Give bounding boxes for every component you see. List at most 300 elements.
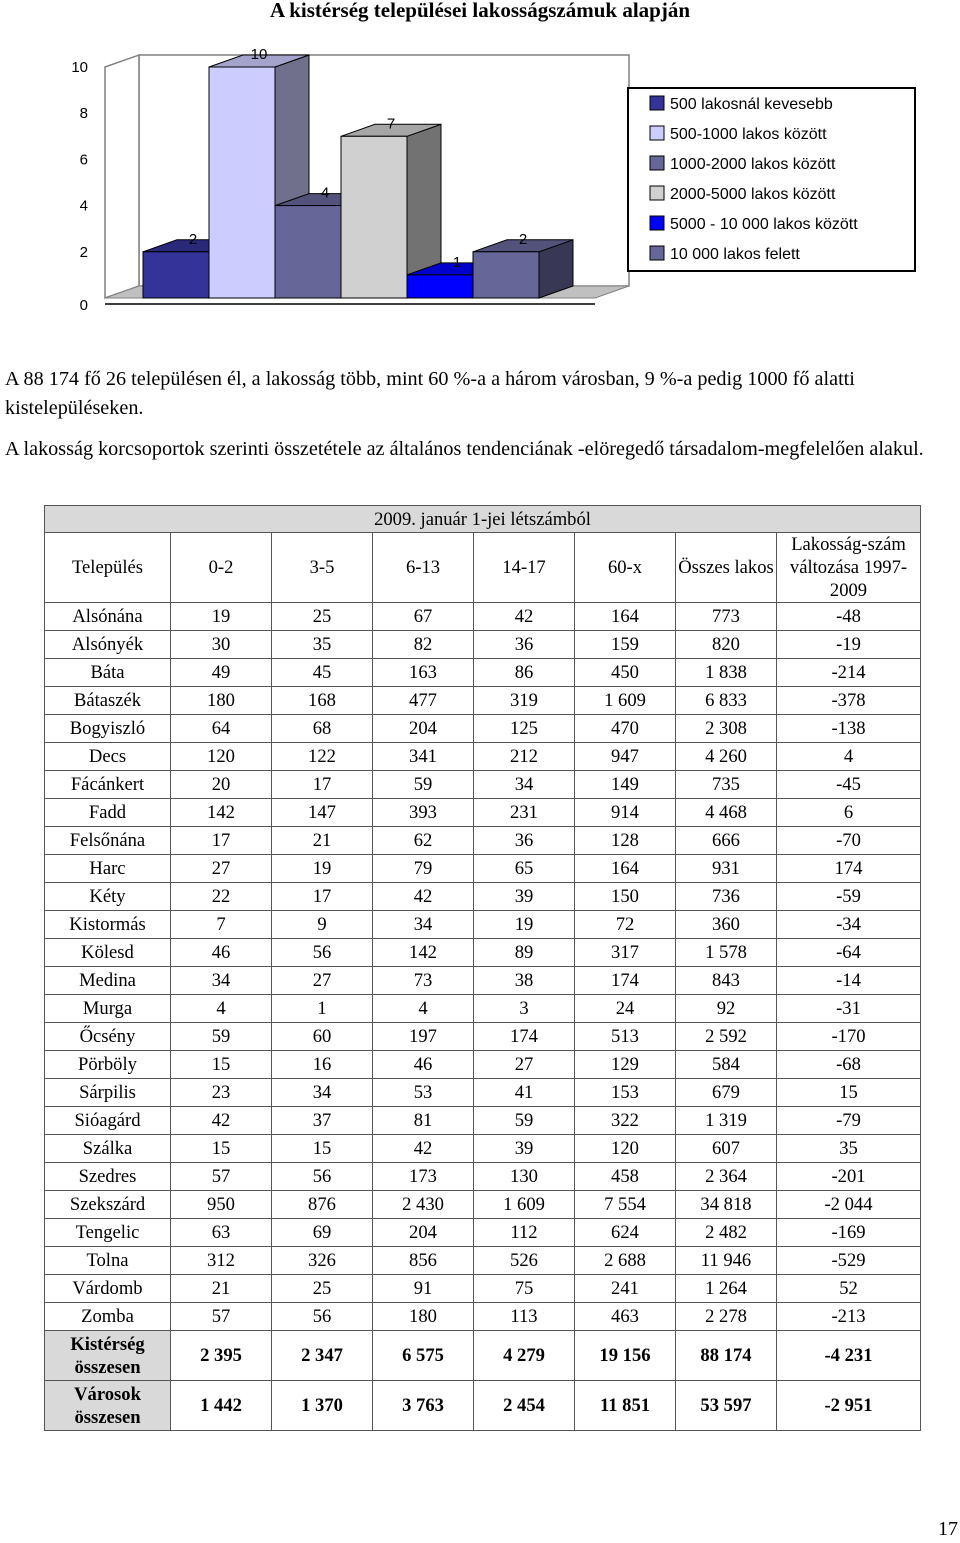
value-cell: 21	[272, 827, 373, 855]
value-cell: 37	[272, 1107, 373, 1135]
value-cell: 1 609	[474, 1191, 575, 1219]
value-cell: 164	[575, 603, 676, 631]
legend-swatch	[650, 126, 664, 140]
value-cell: 312	[171, 1247, 272, 1275]
value-cell: 2 454	[474, 1381, 575, 1431]
value-cell: 174	[474, 1023, 575, 1051]
value-cell: -170	[777, 1023, 921, 1051]
value-cell: 1 609	[575, 687, 676, 715]
settlement-cell: Alsónána	[45, 603, 171, 631]
value-cell: 4	[373, 995, 474, 1023]
value-cell: 59	[171, 1023, 272, 1051]
table-row	[45, 1275, 921, 1303]
value-cell: 1 370	[272, 1381, 373, 1431]
settlement-cell: Városok összesen	[45, 1381, 171, 1431]
value-cell: -19	[777, 631, 921, 659]
value-cell: 2 430	[373, 1191, 474, 1219]
header-age-0-2: 0-2	[171, 533, 272, 603]
value-cell: 231	[474, 799, 575, 827]
settlement-cell: Decs	[45, 743, 171, 771]
header-age-6-13: 6-13	[373, 533, 474, 603]
y-tick-label: 4	[79, 197, 88, 215]
value-cell: 147	[272, 799, 373, 827]
value-cell: 197	[373, 1023, 474, 1051]
settlement-cell: Tengelic	[45, 1219, 171, 1247]
value-cell: 319	[474, 687, 575, 715]
value-cell: 92	[676, 995, 777, 1023]
bar-data-label: 1	[452, 253, 462, 271]
settlement-cell: Medina	[45, 967, 171, 995]
value-cell: 393	[373, 799, 474, 827]
value-cell: 52	[777, 1275, 921, 1303]
value-cell: 42	[171, 1107, 272, 1135]
table-row	[45, 995, 921, 1023]
value-cell: 666	[676, 827, 777, 855]
settlement-cell: Pörböly	[45, 1051, 171, 1079]
value-cell: 11 946	[676, 1247, 777, 1275]
table-row	[45, 1247, 921, 1275]
bar-front	[143, 252, 209, 298]
legend-label: 2000-5000 lakos között	[670, 186, 836, 203]
value-cell: 27	[474, 1051, 575, 1079]
value-cell: 42	[474, 603, 575, 631]
chart-legend	[628, 88, 915, 271]
legend-box	[628, 88, 915, 271]
value-cell: 9	[272, 911, 373, 939]
table-row	[45, 631, 921, 659]
table-row	[45, 939, 921, 967]
value-cell: 584	[676, 1051, 777, 1079]
value-cell: 19	[272, 855, 373, 883]
table-row	[45, 659, 921, 687]
settlement-cell: Bátaszék	[45, 687, 171, 715]
value-cell: 53	[373, 1079, 474, 1107]
settlement-cell: Bogyiszló	[45, 715, 171, 743]
value-cell: 477	[373, 687, 474, 715]
value-cell: 34 818	[676, 1191, 777, 1219]
value-cell: 17	[272, 883, 373, 911]
header-total: Összes lakos	[676, 533, 777, 603]
value-cell: 159	[575, 631, 676, 659]
value-cell: 88 174	[676, 1331, 777, 1381]
value-cell: 41	[474, 1079, 575, 1107]
value-cell: 2 482	[676, 1219, 777, 1247]
value-cell: 174	[777, 855, 921, 883]
value-cell: 174	[575, 967, 676, 995]
value-cell: 679	[676, 1079, 777, 1107]
value-cell: 204	[373, 1219, 474, 1247]
paragraph-age-groups: A lakosság korcsoportok szerinti összetétele az általános tendenciának -elöregedő társadalom-megfelelően alakul.	[5, 438, 924, 460]
value-cell: 947	[575, 743, 676, 771]
y-tick-label: 6	[79, 151, 88, 169]
value-cell: 153	[575, 1079, 676, 1107]
settlement-cell: Sióagárd	[45, 1107, 171, 1135]
value-cell: 130	[474, 1163, 575, 1191]
value-cell: 35	[777, 1135, 921, 1163]
value-cell: 82	[373, 631, 474, 659]
settlement-cell: Fácánkert	[45, 771, 171, 799]
settlement-cell: Tolna	[45, 1247, 171, 1275]
value-cell: 59	[373, 771, 474, 799]
legend-swatch	[650, 156, 664, 170]
value-cell: 125	[474, 715, 575, 743]
value-cell: 56	[272, 939, 373, 967]
bar-front	[209, 67, 275, 298]
value-cell: 53 597	[676, 1381, 777, 1431]
value-cell: 7	[171, 911, 272, 939]
value-cell: -70	[777, 827, 921, 855]
value-cell: 39	[474, 883, 575, 911]
value-cell: 89	[474, 939, 575, 967]
table-header-row	[45, 533, 921, 603]
value-cell: 843	[676, 967, 777, 995]
value-cell: 91	[373, 1275, 474, 1303]
value-cell: 59	[474, 1107, 575, 1135]
value-cell: 4	[171, 995, 272, 1023]
settlement-cell: Harc	[45, 855, 171, 883]
settlement-cell: Kéty	[45, 883, 171, 911]
table-caption-row	[45, 506, 921, 533]
value-cell: 39	[474, 1135, 575, 1163]
value-cell: 120	[575, 1135, 676, 1163]
value-cell: 112	[474, 1219, 575, 1247]
legend-swatch	[650, 216, 664, 230]
value-cell: 1 838	[676, 659, 777, 687]
value-cell: -64	[777, 939, 921, 967]
value-cell: -138	[777, 715, 921, 743]
value-cell: -79	[777, 1107, 921, 1135]
value-cell: 73	[373, 967, 474, 995]
value-cell: 607	[676, 1135, 777, 1163]
settlement-cell: Murga	[45, 995, 171, 1023]
value-cell: 27	[272, 967, 373, 995]
value-cell: 180	[373, 1303, 474, 1331]
legend-label: 500 lakosnál kevesebb	[670, 96, 833, 113]
value-cell: 212	[474, 743, 575, 771]
settlement-cell: Őcsény	[45, 1023, 171, 1051]
value-cell: 17	[171, 827, 272, 855]
table-row	[45, 967, 921, 995]
table-row	[45, 715, 921, 743]
bar-data-label: 10	[250, 46, 268, 63]
value-cell: 129	[575, 1051, 676, 1079]
value-cell: 22	[171, 883, 272, 911]
value-cell: 23	[171, 1079, 272, 1107]
value-cell: 3 763	[373, 1381, 474, 1431]
value-cell: 60	[272, 1023, 373, 1051]
bar-data-label: 2	[518, 230, 528, 248]
value-cell: 25	[272, 1275, 373, 1303]
value-cell: 820	[676, 631, 777, 659]
value-cell: 15	[171, 1135, 272, 1163]
value-cell: 2 278	[676, 1303, 777, 1331]
value-cell: 34	[272, 1079, 373, 1107]
table-row	[45, 1051, 921, 1079]
value-cell: 45	[272, 659, 373, 687]
value-cell: 173	[373, 1163, 474, 1191]
value-cell: 19	[171, 603, 272, 631]
value-cell: 19	[474, 911, 575, 939]
value-cell: 24	[575, 995, 676, 1023]
value-cell: -68	[777, 1051, 921, 1079]
table-row	[45, 687, 921, 715]
value-cell: 72	[575, 911, 676, 939]
value-cell: 463	[575, 1303, 676, 1331]
bar-data-label: 2	[188, 230, 198, 248]
value-cell: 322	[575, 1107, 676, 1135]
value-cell: 120	[171, 743, 272, 771]
value-cell: 326	[272, 1247, 373, 1275]
value-cell: 2 688	[575, 1247, 676, 1275]
page-number: 17	[938, 1518, 958, 1540]
value-cell: 11 851	[575, 1381, 676, 1431]
table-row	[45, 743, 921, 771]
bar-front	[473, 252, 539, 298]
value-cell: 113	[474, 1303, 575, 1331]
value-cell: 1 578	[676, 939, 777, 967]
value-cell: 142	[171, 799, 272, 827]
bar-front	[407, 275, 473, 298]
value-cell: 2 592	[676, 1023, 777, 1051]
value-cell: 36	[474, 631, 575, 659]
settlement-cell: Kölesd	[45, 939, 171, 967]
settlement-cell: Alsónyék	[45, 631, 171, 659]
value-cell: 150	[575, 883, 676, 911]
value-cell: 30	[171, 631, 272, 659]
table-row	[45, 1135, 921, 1163]
value-cell: 56	[272, 1163, 373, 1191]
value-cell: 25	[272, 603, 373, 631]
value-cell: 128	[575, 827, 676, 855]
value-cell: 950	[171, 1191, 272, 1219]
chart-side-wall	[105, 55, 139, 298]
header-change: Lakosság-szám változása 1997-2009	[777, 533, 921, 603]
value-cell: 15	[272, 1135, 373, 1163]
value-cell: 2 347	[272, 1331, 373, 1381]
settlement-cell: Báta	[45, 659, 171, 687]
population-bar-chart	[0, 40, 960, 340]
value-cell: 3	[474, 995, 575, 1023]
value-cell: 67	[373, 603, 474, 631]
table-row	[45, 1219, 921, 1247]
bar-6	[473, 240, 573, 298]
value-cell: 341	[373, 743, 474, 771]
value-cell: -169	[777, 1219, 921, 1247]
legend-label: 5000 - 10 000 lakos között	[670, 216, 858, 233]
y-tick-label: 8	[79, 105, 88, 123]
y-tick-label: 0	[79, 297, 88, 314]
value-cell: 86	[474, 659, 575, 687]
value-cell: 735	[676, 771, 777, 799]
table-row	[45, 1079, 921, 1107]
value-cell: 21	[171, 1275, 272, 1303]
header-settlement: Település	[45, 533, 171, 603]
value-cell: -529	[777, 1247, 921, 1275]
total-row	[45, 1331, 921, 1381]
value-cell: -59	[777, 883, 921, 911]
value-cell: 856	[373, 1247, 474, 1275]
value-cell: 773	[676, 603, 777, 631]
population-table	[44, 505, 921, 1431]
legend-swatch	[650, 246, 664, 260]
value-cell: 470	[575, 715, 676, 743]
value-cell: 7 554	[575, 1191, 676, 1219]
table-row	[45, 1163, 921, 1191]
value-cell: 1	[272, 995, 373, 1023]
value-cell: 149	[575, 771, 676, 799]
value-cell: 42	[373, 1135, 474, 1163]
value-cell: 62	[373, 827, 474, 855]
bar-front	[341, 136, 407, 298]
value-cell: 75	[474, 1275, 575, 1303]
value-cell: 204	[373, 715, 474, 743]
value-cell: -48	[777, 603, 921, 631]
value-cell: 526	[474, 1247, 575, 1275]
value-cell: 57	[171, 1163, 272, 1191]
y-tick-label: 10	[71, 59, 88, 76]
value-cell: 65	[474, 855, 575, 883]
value-cell: 49	[171, 659, 272, 687]
value-cell: 914	[575, 799, 676, 827]
header-age-14-17: 14-17	[474, 533, 575, 603]
value-cell: 36	[474, 827, 575, 855]
value-cell: 81	[373, 1107, 474, 1135]
value-cell: 2 395	[171, 1331, 272, 1381]
settlement-cell: Szedres	[45, 1163, 171, 1191]
value-cell: 2 308	[676, 715, 777, 743]
header-age-3-5: 3-5	[272, 533, 373, 603]
value-cell: 19 156	[575, 1331, 676, 1381]
value-cell: 35	[272, 631, 373, 659]
value-cell: 27	[171, 855, 272, 883]
table-row	[45, 911, 921, 939]
value-cell: 34	[171, 967, 272, 995]
value-cell: 69	[272, 1219, 373, 1247]
y-tick-label: 2	[79, 243, 88, 261]
table-row	[45, 771, 921, 799]
value-cell: 4 279	[474, 1331, 575, 1381]
legend-label: 1000-2000 lakos között	[670, 156, 836, 173]
settlement-cell: Sárpilis	[45, 1079, 171, 1107]
settlement-cell: Kistérség összesen	[45, 1331, 171, 1381]
value-cell: 6 833	[676, 687, 777, 715]
value-cell: -2 044	[777, 1191, 921, 1219]
settlement-cell: Szálka	[45, 1135, 171, 1163]
value-cell: 931	[676, 855, 777, 883]
value-cell: 4 468	[676, 799, 777, 827]
value-cell: 122	[272, 743, 373, 771]
value-cell: 1 319	[676, 1107, 777, 1135]
legend-swatch	[650, 96, 664, 110]
value-cell: 4	[777, 743, 921, 771]
value-cell: 1 442	[171, 1381, 272, 1431]
table-row	[45, 855, 921, 883]
value-cell: -213	[777, 1303, 921, 1331]
table-row	[45, 883, 921, 911]
value-cell: 46	[171, 939, 272, 967]
value-cell: 20	[171, 771, 272, 799]
value-cell: 360	[676, 911, 777, 939]
paragraph-population: A 88 174 fő 26 településen él, a lakosság több, mint 60 %-a a három városban, 9 %-a pedig 1000 fő alatti kistelepüléseken.	[5, 368, 855, 419]
value-cell: 513	[575, 1023, 676, 1051]
table-row	[45, 603, 921, 631]
settlement-cell: Fadd	[45, 799, 171, 827]
value-cell: 15	[777, 1079, 921, 1107]
table-row	[45, 1191, 921, 1219]
total-row	[45, 1381, 921, 1431]
value-cell: -2 951	[777, 1381, 921, 1431]
value-cell: 164	[575, 855, 676, 883]
chart-title: A kistérség települései lakosságszámuk alapján	[269, 0, 691, 22]
table-row	[45, 799, 921, 827]
value-cell: 180	[171, 687, 272, 715]
value-cell: -45	[777, 771, 921, 799]
value-cell: 16	[272, 1051, 373, 1079]
value-cell: 57	[171, 1303, 272, 1331]
value-cell: -214	[777, 659, 921, 687]
value-cell: 241	[575, 1275, 676, 1303]
value-cell: 624	[575, 1219, 676, 1247]
header-age-60-x: 60-x	[575, 533, 676, 603]
value-cell: 458	[575, 1163, 676, 1191]
value-cell: 17	[272, 771, 373, 799]
value-cell: 317	[575, 939, 676, 967]
value-cell: -378	[777, 687, 921, 715]
legend-swatch	[650, 186, 664, 200]
value-cell: 34	[373, 911, 474, 939]
settlement-cell: Szekszárd	[45, 1191, 171, 1219]
legend-label: 10 000 lakos felett	[670, 246, 800, 263]
value-cell: 63	[171, 1219, 272, 1247]
value-cell: 168	[272, 687, 373, 715]
value-cell: 736	[676, 883, 777, 911]
value-cell: -201	[777, 1163, 921, 1191]
legend-label: 500-1000 lakos között	[670, 126, 827, 143]
table-caption: 2009. január 1-jei létszámból	[45, 506, 921, 533]
value-cell: 876	[272, 1191, 373, 1219]
settlement-cell: Felsőnána	[45, 827, 171, 855]
value-cell: 142	[373, 939, 474, 967]
bar-data-label: 7	[386, 115, 396, 133]
value-cell: 6 575	[373, 1331, 474, 1381]
value-cell: 1 264	[676, 1275, 777, 1303]
value-cell: 38	[474, 967, 575, 995]
value-cell: 68	[272, 715, 373, 743]
settlement-cell: Zomba	[45, 1303, 171, 1331]
value-cell: 163	[373, 659, 474, 687]
value-cell: -4 231	[777, 1331, 921, 1381]
table-row	[45, 1023, 921, 1051]
value-cell: 34	[474, 771, 575, 799]
value-cell: 64	[171, 715, 272, 743]
value-cell: 2 364	[676, 1163, 777, 1191]
value-cell: 15	[171, 1051, 272, 1079]
settlement-cell: Várdomb	[45, 1275, 171, 1303]
value-cell: -31	[777, 995, 921, 1023]
table-row	[45, 1107, 921, 1135]
bar-front	[275, 206, 341, 298]
value-cell: 450	[575, 659, 676, 687]
settlement-cell: Kistormás	[45, 911, 171, 939]
value-cell: -14	[777, 967, 921, 995]
table-row	[45, 827, 921, 855]
value-cell: 56	[272, 1303, 373, 1331]
value-cell: 42	[373, 883, 474, 911]
value-cell: 4 260	[676, 743, 777, 771]
value-cell: 79	[373, 855, 474, 883]
value-cell: 46	[373, 1051, 474, 1079]
table-row	[45, 1303, 921, 1331]
